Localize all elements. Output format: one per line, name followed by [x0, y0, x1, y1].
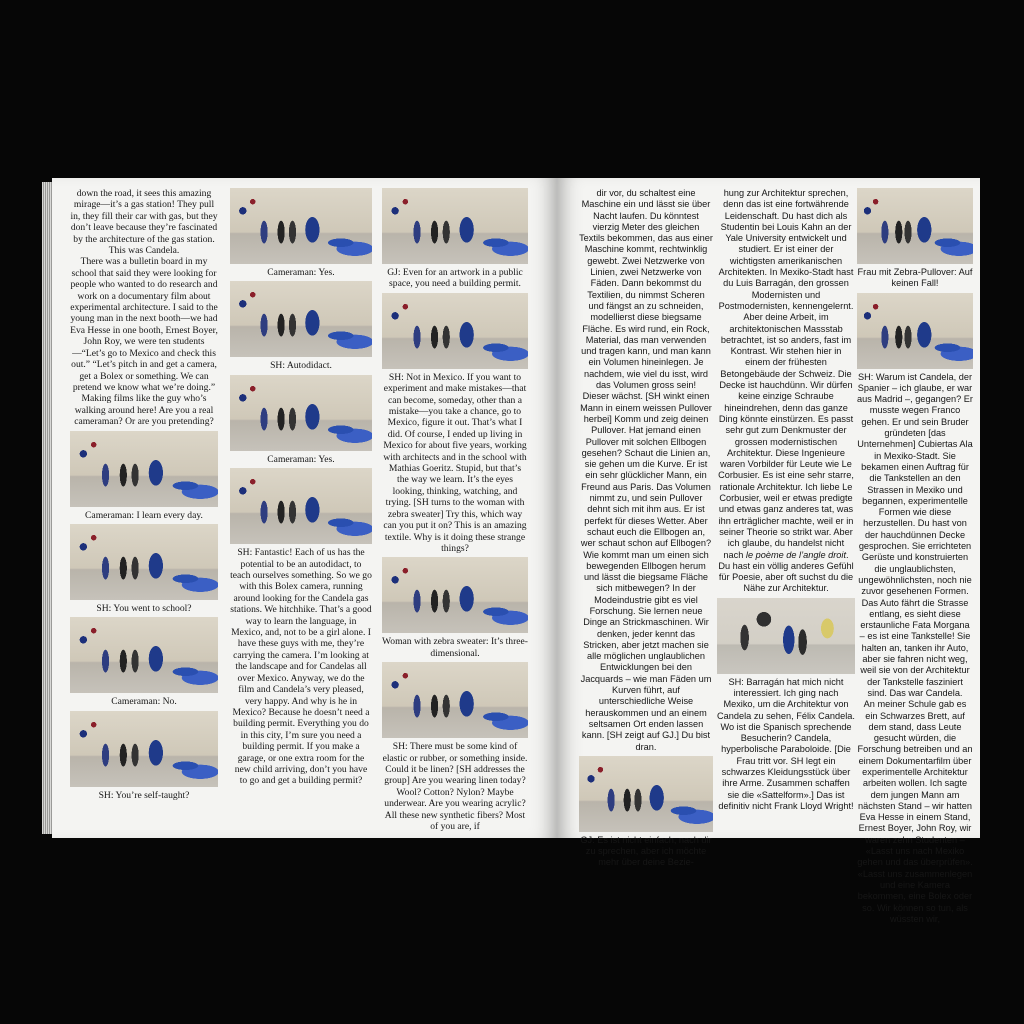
open-book [42, 178, 980, 924]
photo [230, 188, 372, 264]
photo [70, 524, 218, 600]
paragraph: SH: Warum ist Candela, der Spanier – ich glaube, er war aus Madrid –, gegangen? Er musste wegen Franco gehen. Er und sein Bruder gründeten [das Unternehmen] Cubiertas Ala in Mexiko-Stadt. Sie bekamen einen Auftrag für die Tankstellen an den Strassen in Mexiko und begannen, experimentelle Formen wie diese herzustellen. Du hast von der hauchdünnen Decke gesprochen. Sie errichteten Gerüste und konstruierten die unglaublichsten, ungewöhnlichsten, noch nie zuvor gesehenen Formen. Das Auto fährt die Strasse entlang, es sieht diese erstaunliche Fata Morgana – es ist eine Tankstelle! Sie halten an, tanken ihr Auto, aber sie fahren nicht weg, weil sie von der Architektur der Tankstelle fasziniert sind. Das war Candela. [857, 371, 973, 698]
paragraph: GJ: Even for an artwork in a public space, you need a building permit. [387, 267, 523, 290]
caption: Cameraman: Yes. [267, 267, 335, 278]
photo [857, 188, 973, 264]
right-page [557, 178, 980, 924]
photo [382, 557, 528, 633]
photo [70, 617, 218, 693]
photo [70, 711, 218, 787]
caption: Cameraman: I learn every day. [85, 509, 203, 521]
right-column-1 [579, 188, 713, 869]
photo [230, 375, 372, 451]
caption: Cameraman: Yes. [267, 453, 335, 465]
caption: Woman with zebra sweater: It’s three-dimensional. [382, 636, 529, 659]
paragraph: down the road, it sees this amazing mirage—it’s a gas station! They pull in, they fill their car with gas, but they don’t leave because they’re fascinated by the architecture of the gas station. This was Candela. [70, 188, 218, 257]
caption: SH: Autodidact. [270, 360, 332, 372]
caption: Frau mit Zebra-Pullover: Auf keinen Fall! [857, 267, 973, 289]
photo [230, 281, 372, 357]
caption: SH: You went to school? [96, 602, 192, 614]
paragraph: dir vor, du schaltest eine Maschine ein und lässt sie über Nacht laufen. Du könntest vierzig Meter des gleichen Textils bekommen, das aus einer Maschine kommt, rechtwinklig gewebt. Zwei Netzwerke von Linien, zwei Netzwerke von Fäden. Dann bekommst du Textilien, du nimmst Scheren und fängst an zu schneiden, modellierst diese biegsame Fläche. Es wird rund, ein Rock, Material, das man verwenden und tragen kann, und man kann ein Volumen hineinlegen. Je nachdem, wie viel du isst, wird das Volumen gross sein! [579, 188, 713, 391]
paragraph [717, 188, 855, 595]
photo [857, 293, 973, 369]
left-column-1 [70, 188, 218, 801]
photo [230, 468, 372, 544]
paragraph: Dieser wächst. [SH winkt einen Mann in einem weissen Pullover herbei] Komm und zeig deinen Pullover. Hat jemand einen Pullover mit solchen Ellbogen gesehen? Schaut die Linien an, sie gehen um die Kurve. Er ist ein sehr glücklicher Mann, ein Freund aus Paris. Das Volumen nimmt zu, und sein Pullover dehnt sich mit ihm aus. Er ist perfekt für dieses Wetter. Aber schaut euch die Ellbogen an, wer schaut schon auf Ellbogen? Wie kommt man um einen sich bewegenden Ellbogen herum und lässt die biegsame Fläche sich mitbewegen? In der Modeindustrie gibt es viel Forschung. Sie lernen neue Dinge an Strickmaschinen. Wir denken, jeder kennt das Stricken, aber jetzt machen sie alle möglichen unglaublichen Entwicklungen bei den Jacquards – wie man Fäden um Kurven führt, auf unterschiedliche Weise herauskommen und an einem seltsamen Ort enden lassen kann. [SH zeigt auf GJ.] Du bist dran. [580, 391, 712, 752]
paragraph: SH: Not in Mexico. If you want to experiment and make mistakes—that can become, someday, other than a mistake—you take a chance, go to Mexico, figure it out. That’s what I did. Of course, I ended up living in Mexico for about five years, working with architects and in the school with Mathias Goeritz. Stupid, but that’s the way we learn. It’s the eyes looking, thinking, watching, and trying. [SH turns to the woman with zebra sweater] Try this, which way can you put it on? This is an amazing textile. Why is it doing these strange things? [383, 371, 527, 554]
right-column-2 [717, 188, 855, 812]
paragraph: An meiner Schule gab es ein Schwarzes Brett, auf dem stand, dass Leute gesucht würden, die Forschung betreiben und an einem Dokumentarfilm über experimentelle Architektur arbeiten wollen. Ich sagte dem jungen Mann am nächsten Stand – wir hatten Eva Hesse in einem Stand, Ernest Boyer, John Roy, wir waren zehn Studenten – «Lasst uns nach Mexiko gehen und das überprüfen». «Lasst uns zusammenlegen und eine Kamera bekommen, eine Bolex oder so. Wir können so tun, als wüssten wir, [857, 699, 973, 924]
caption: SH: You’re self-taught? [98, 789, 190, 801]
paragraph-text: . Du hast ein völlig anderes Gefühl für Poesie, aber oft suchst du die Nähe zur Architektur. [718, 549, 854, 594]
photo [382, 662, 528, 738]
left-column-2 [230, 188, 372, 787]
paragraph: SH: There must be some kind of elastic or rubber, or something inside. Could it be linen? [SH addresses the group] Are you wearing linen today? Wool? Cotton? Nylon? Maybe underwear. Are you wearing acrylic? All these new synthetic fibers? Most of you are, if [382, 741, 528, 832]
photo [382, 293, 528, 369]
paragraph: SH: Fantastic! Each of us has the potential to be an autodidact, to teach ourselves something. So we go with this Bolex camera, running around looking for the Candela gas stations. We hitchhike. That’s a good way to learn the language, in Mexico, and, not to be a girl alone. I have these guys with me, they’re carrying the camera. I’m looking at the landscape and for Candelas all over Mexico. Anyway, we do the film and Candela’s very pleased, very happy. And why is he in Mexico? Because he doesn’t need a building permit. Everything you do in this city, I’m sure you need a building permit. If you make a garage, or one extra room for the new child arriving, don’t you have to go and get a building permit? [230, 547, 372, 787]
photo [579, 756, 713, 832]
paragraph: SH: Barragán hat mich nicht interessiert. Ich ging nach Mexiko, um die Architektur von Candela zu sehen, Félix Candela. Wo ist die Spanisch sprechende Besucherin? Candela, hyperbolische Paraboloide. [Die Frau tritt vor. SH legt ein schwarzes Kleidungsstück über ihre Arme. Zusammen schaffen sie die «Sattelform».] Das ist definitiv nicht Frank Lloyd Wright! [717, 676, 855, 811]
book-title: le poème de l’angle droit [745, 549, 847, 560]
photo [70, 431, 218, 507]
caption: Cameraman: No. [111, 696, 177, 708]
right-column-3 [857, 188, 973, 925]
paragraph-text: hung zur Architektur sprechen, denn das ist eine fortwährende Leidenschaft. Du hast dich als Studentin bei Louis Kahn an der Yale University entwickelt und studiert. Er ist einer der wichtigsten amerikanischen Architekten. In Mexiko-Stadt hast du Luis Barragán, den grossen Modernisten und Postmodernisten, kennengelernt. Aber deine Arbeit, im architektonischen Massstab betrachtet, ist so anders, fast im Kontrast. Wir stehen hier in einem der frühesten Betongebäude der Schweiz. Die Decke ist hauchdünn. Wir dürfen keine einzige Schraube hineindrehen, denn das ganze Ding könnte einstürzen. Es passt sehr gut zum Denkmuster der grossen modernistischen Architektur. Diese Ingenieure waren Vorbilder für Leute wie Le Corbusier. Es ist eine sehr starre, rationale Architektur. Ich liebe Le Corbusier, weil er etwas predigte und etwas ganz anderes tat, was ihn erträglicher machte, weil er in seiner Theorie so strikt war. Aber ich glaube, du handelst nicht nach [718, 188, 854, 560]
left-column-3 [382, 188, 528, 832]
photo [382, 188, 528, 264]
paragraph: GJ: Es ist nicht einfach, nach dir zu sprechen, aber ich möchte mehr über deine Bezie- [580, 834, 712, 868]
left-page [52, 178, 557, 838]
photo [717, 598, 855, 674]
paragraph: There was a bulletin board in my school that said they were looking for people who wanted to do research and work on a documentary film about experimental architecture. I said to the young man in the next booth—we had Eva Hesse in one booth, Ernest Boyer, John Roy, we were ten students—“Let’s go to Mexico and check this out.” “Let’s pitch in and get a camera, get a Bolex or something. We can pretend we know what we’re doing.” Making films like the guy who’s walking around here! Are you a real cameraman? Or are you pretending? [70, 256, 218, 428]
